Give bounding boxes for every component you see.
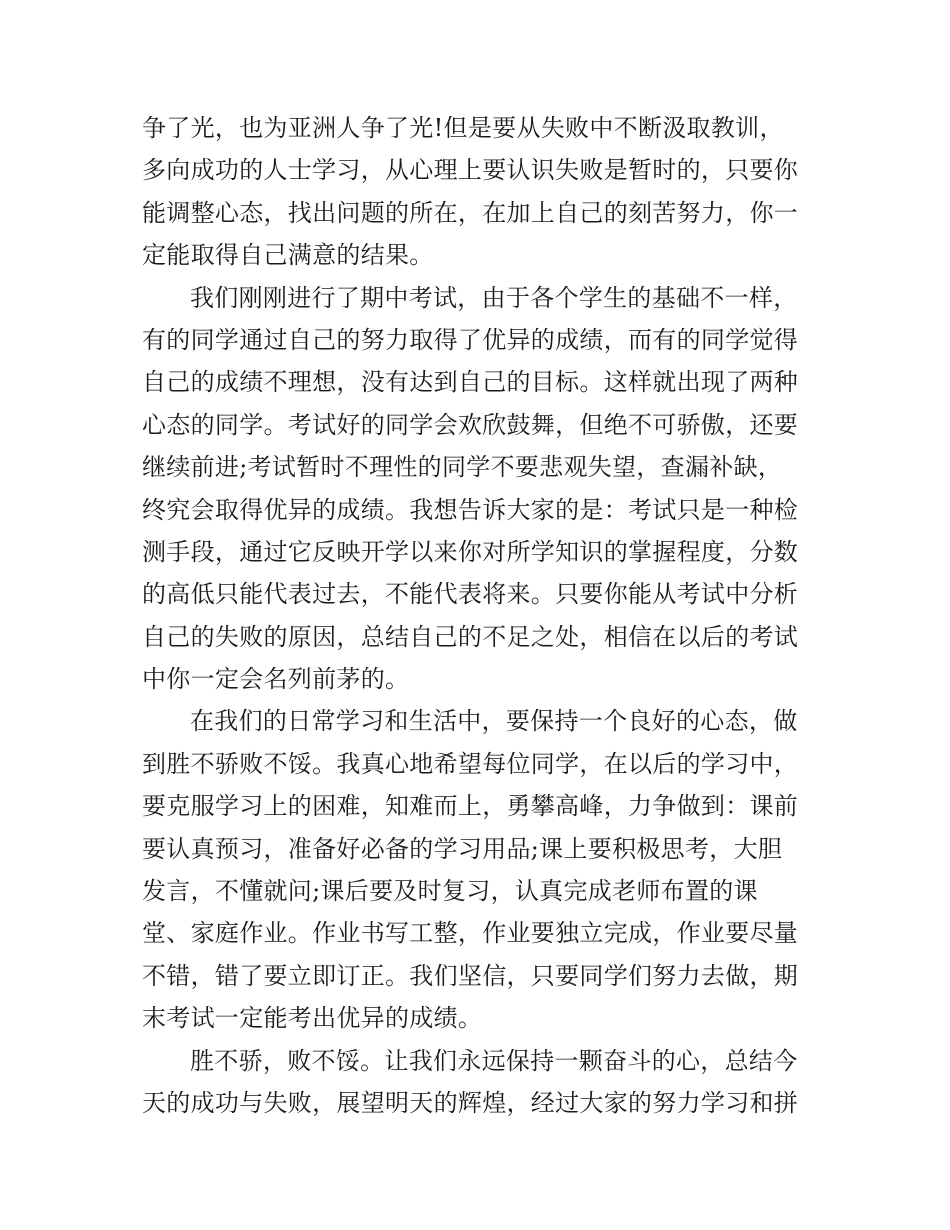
- text-line: 有的同学通过自己的努力取得了优异的成绩，而有的同学觉得: [142, 325, 799, 354]
- body-text: [142, 107, 814, 1124]
- text-line: 继续前进;考试暂时不理性的同学不要悲观失望，查漏补缺，: [142, 453, 783, 482]
- text-line: 能调整心态，找出问题的所在，在加上自己的刻苦努力，你一: [142, 198, 799, 227]
- text-line: 自己的失败的原因，总结自己的不足之处，相信在以后的考试: [142, 622, 799, 651]
- text-line: 堂、家庭作业。作业书写工整，作业要独立完成，作业要尽量: [142, 919, 799, 948]
- text-line: 心态的同学。考试好的同学会欢欣鼓舞，但绝不可骄傲，还要: [142, 410, 799, 439]
- paragraph-first-line: 在我们的日常学习和生活中，要保持一个良好的心态，做: [190, 707, 798, 736]
- text-line: 终究会取得优异的成绩。我想告诉大家的是：考试只是一种检: [142, 495, 799, 524]
- text-line: 定能取得自己满意的结果。: [142, 241, 434, 270]
- text-line: 不错，错了要立即订正。我们坚信，只要同学们努力去做，期: [142, 961, 799, 990]
- text-line: 到胜不骄败不馁。我真心地希望每位同学，在以后的学习中，: [142, 749, 799, 778]
- text-line: 中你一定会名列前茅的。: [142, 665, 410, 694]
- text-line: 天的成功与失败，展望明天的辉煌，经过大家的努力学习和拼: [142, 1088, 799, 1117]
- text-line: 发言，不懂就问;课后要及时复习，认真完成老师布置的课: [142, 877, 758, 906]
- text-line: 要认真预习，准备好必备的学习用品;课上要积极思考，大胆: [142, 834, 783, 863]
- text-line: 多向成功的人士学习，从心理上要认识失败是暂时的，只要你: [142, 156, 799, 185]
- text-line: 的高低只能代表过去，不能代表将来。只要你能从考试中分析: [142, 580, 799, 609]
- text-line: 末考试一定能考出优异的成绩。: [142, 1004, 483, 1033]
- text-line: 测手段，通过它反映开学以来你对所学知识的掌握程度，分数: [142, 537, 799, 566]
- paragraph-first-line: 我们刚刚进行了期中考试，由于各个学生的基础不一样，: [190, 283, 798, 312]
- text-line: 要克服学习上的困难，知难而上，勇攀高峰，力争做到：课前: [142, 792, 799, 821]
- text-line: 自己的成绩不理想，没有达到自己的目标。这样就出现了两种: [142, 368, 799, 397]
- text-line: 争了光，也为亚洲人争了光!但是要从失败中不断汲取教训，: [142, 114, 784, 142]
- paragraph-first-line: 胜不骄，败不馁。让我们永远保持一颗奋斗的心，总结今: [190, 1046, 798, 1075]
